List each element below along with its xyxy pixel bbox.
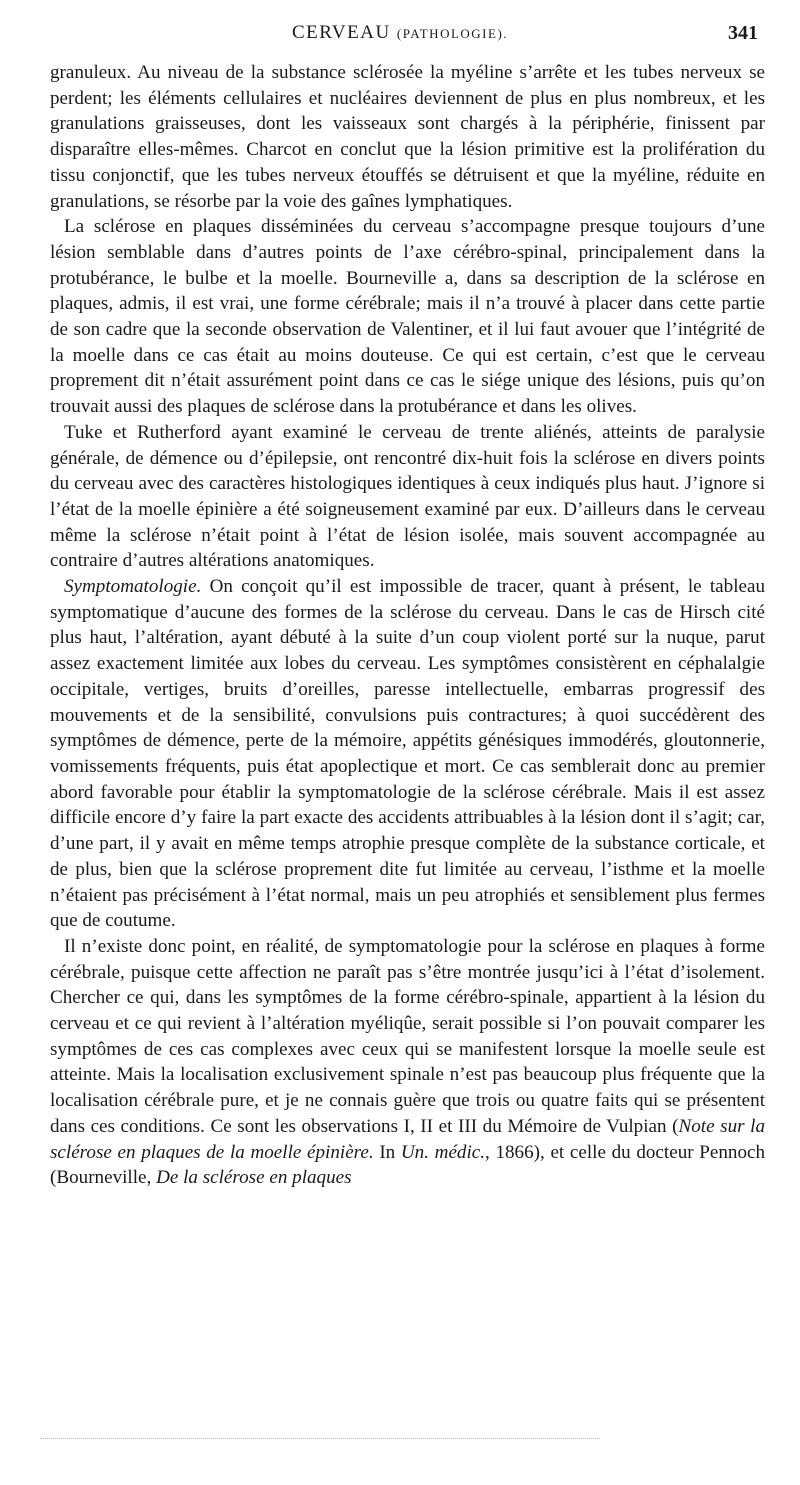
page-bottom-specks bbox=[40, 1438, 600, 1443]
running-header bbox=[42, 22, 758, 54]
section-heading-symptomatologie: Symptomatologie. bbox=[64, 576, 202, 598]
paragraph-3-run-1: Tuke et Rutherford ayant examiné le cerveau de trente aliénés, atteints de paralysie générale, de démence ou d’épilepsie, ont rencontré dix-huit fois la sclérose en divers points du cerveau avec des caractères histologiques identiques à ceux indiqués plus haut. J’ignore si l’état de la moelle épinière a été soigneusement examiné par eux. D’ailleurs dans le cerveau même la sclérose n’était point à l’état de lésion isolée, mais souvent accompagnée au contraire d’autres altérations anatomiques. bbox=[50, 421, 765, 572]
citation-title-2: De la sclérose en plaques bbox=[156, 1167, 352, 1189]
paragraph-2 bbox=[50, 214, 765, 420]
running-title bbox=[292, 22, 508, 44]
page-number: 341 bbox=[728, 22, 758, 44]
paragraph-4 bbox=[50, 574, 765, 934]
citation-title: Note sur la sclérose en plaques de la moelle épinière. bbox=[50, 1115, 765, 1163]
paragraph-4-run-2: On conçoit qu’il est impossible de tracer, quant à présent, le tableau symptomatique d’aucune des formes de la sclérose du cerveau. Dans le cas de Hirsch cité plus haut, l’altération, ayant débuté à la suite d’un coup violent porté sur la nuque, parut assez exactement limitée aux lobes du cerveau. Les symptômes consistèrent en céphalalgie occipitale, vertiges, bruits d’oreilles, paresse intellectuelle, embarras progressif des mouvements et de la sensibilité, convulsions puis contractures; à quoi succédèrent des symptômes de démence, perte de la mémoire, appétits génésiques immodérés, gloutonnerie, vomissements fréquents, puis état apoplectique et mort. Ce cas semblerait donc au premier abord favorable pour établir la symptomatologie de la sclérose cérébrale. Mais il est assez difficile encore d’y faire la part exacte des accidents attribuables à la lésion dont il s’agit; car, d’une part, il y avait en même temps atrophie presque complète de la substance corticale, et de plus, bien que la sclérose proprement dite fut limitée au cerveau, l’isthme et la moelle n’étaient pas précisément à l’état normal, mais un peu atrophiés et sensiblement plus fermes que de coutume. bbox=[50, 576, 765, 932]
header-title: CERVEAU bbox=[291, 22, 391, 43]
paragraph-1-run-1: granuleux. Au niveau de la substance sclérosée la myéline s’arrête et les tubes nerveux se perdent; les éléments cellulaires et nucléaires deviennent de plus en plus nombreux, et les granulations graisseuses, dont les vaisseaux sont chargés à la périphérie, finissent par disparaître elles-mêmes. Charcot en conclut que la lésion primitive est la prolifération du tissu conjonctif, que les tubes nerveux étouffés se détruisent et que la myéline, réduite en granulations, se résorbe par la voie des gaînes lymphatiques. bbox=[50, 62, 765, 212]
paragraph-5 bbox=[50, 934, 765, 1191]
paragraph-5-run-1: Il n’existe donc point, en réalité, de symptomatologie pour la sclérose en plaques à forme cérébrale, puisque cette affection ne paraît pas s’être montrée jusqu’ici à l’état d’isolement. Chercher ce qui, dans les symptômes de la forme cérébro-spinale, appartient à la lésion du cerveau et ce qui revient à l’altération myéliqûe, serait possible si l’on pouvait comparer les symptômes de ces cas complexes avec ceux qui se manifestent lorsque la moelle seule est atteinte. Mais la localisation exclusivement spinale n’est pas beaucoup plus fréquente que la localisation cérébrale pure, et je ne connais guère que trois ou quatre faits qui se présentent dans ces conditions. Ce sont les observations I, II et III du Mémoire de Vulpian ( bbox=[50, 935, 765, 1137]
header-subtitle: (PATHOLOGIE). bbox=[396, 26, 509, 41]
citation-journal: Un. médic. bbox=[400, 1141, 486, 1163]
paragraph-3 bbox=[50, 420, 765, 574]
paragraph-5-run-3: In bbox=[373, 1141, 401, 1163]
paragraph-1 bbox=[50, 60, 765, 214]
body-text bbox=[50, 60, 765, 1191]
paragraph-5-run-5: , 1866), et celle du docteur Pennoch (Bourneville, bbox=[50, 1141, 766, 1189]
paragraph-2-run-1: La sclérose en plaques disséminées du cerveau s’accompagne presque toujours d’une lésion semblable dans d’autres points de l’axe cérébro-spinal, principalement dans la protubérance, le bulbe et la moelle. Bourneville a, dans sa description de la sclérose en plaques, admis, il est vrai, une forme cérébrale; mais il n’a trouvé à placer dans cette partie de son cadre que la seconde observation de Valentiner, et il lui faut avouer que l’intégrité de la moelle dans ce cas était au moins douteuse. Ce qui est certain, c’est que le cerveau proprement dit n’était assurément point dans ce cas le siége unique des lésions, puis qu’on trouvait aussi des plaques de sclérose dans la protubérance et dans les olives. bbox=[50, 216, 765, 418]
